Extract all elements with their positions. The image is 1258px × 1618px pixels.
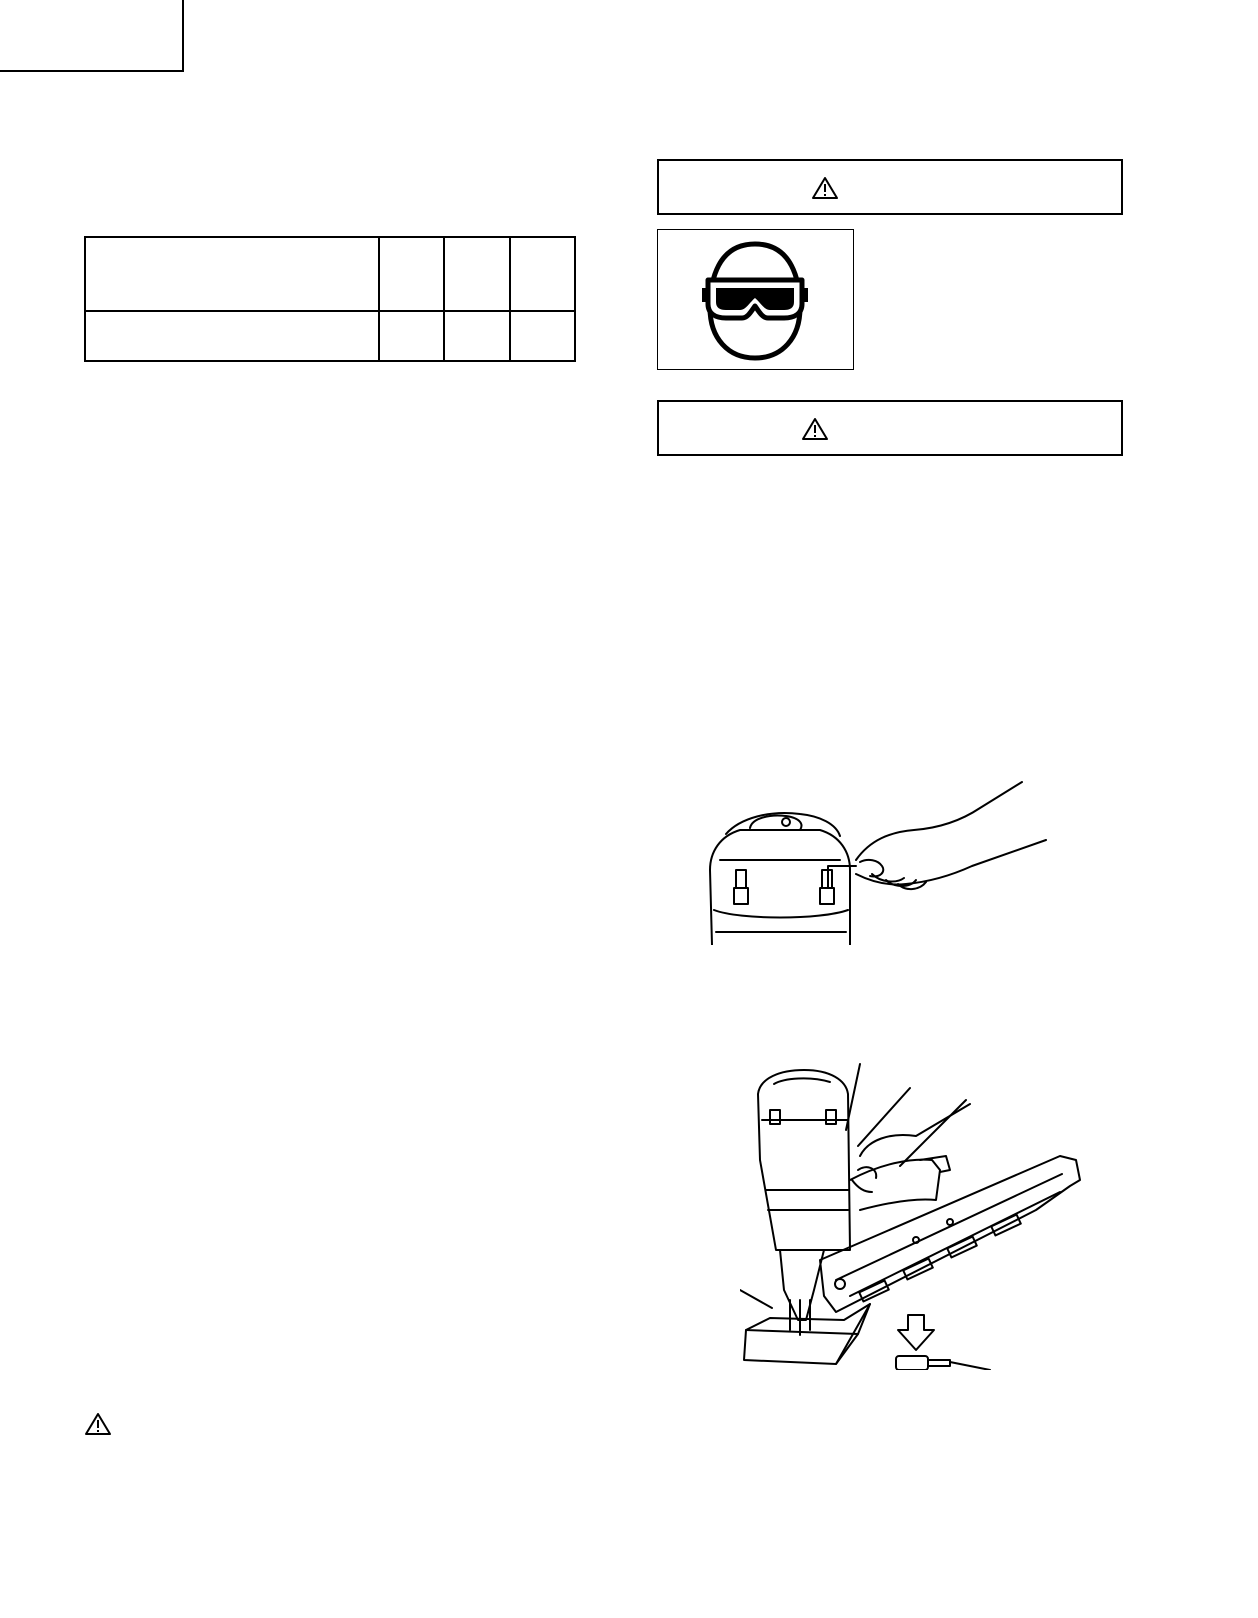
table-col-divider <box>378 238 380 360</box>
table-row-divider <box>86 310 574 312</box>
page-tab <box>0 0 184 72</box>
table-col-divider <box>443 238 445 360</box>
spec-table <box>84 236 576 362</box>
table-col-divider <box>509 238 511 360</box>
warning-triangle-icon <box>801 417 829 441</box>
nailer-disconnect-air-icon <box>740 1060 1120 1370</box>
warning-box <box>657 400 1123 456</box>
safety-goggles-icon <box>658 230 852 368</box>
safety-goggles-pictogram <box>657 229 854 370</box>
warning-triangle-icon <box>84 1412 112 1436</box>
warning-triangle-icon <box>811 176 839 200</box>
warning-box <box>657 159 1123 215</box>
hex-wrench-adjust-icon <box>700 770 1050 945</box>
